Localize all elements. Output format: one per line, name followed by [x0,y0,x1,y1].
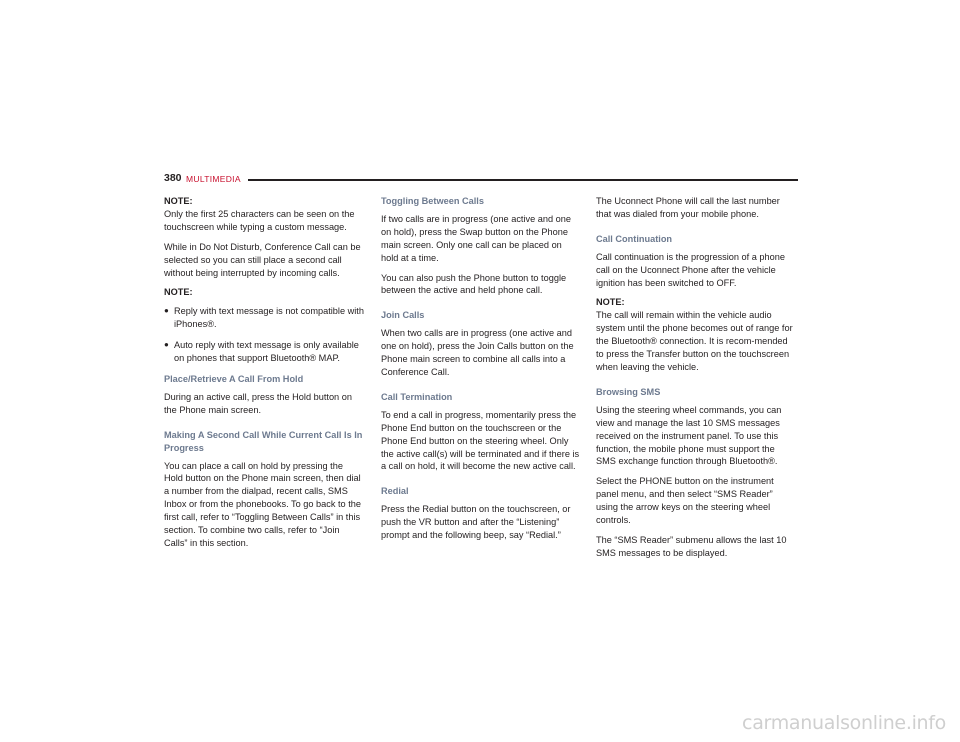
note-text: Only the first 25 characters can be seen on the touchscreen while typing a custom message. [164,208,355,232]
column-1 [164,195,364,557]
paragraph-sms-1: Using the steering wheel commands, you can view and manage the last 10 SMS messages received on the instrument panel. To use this function, the mobile phone must support the SMS exchange function through Bluetooth®. [596,404,782,467]
heading-redial: Redial [381,486,409,497]
section-title: MULTIMEDIA [186,174,241,184]
note-label: NOTE: [164,196,193,206]
paragraph-sms-3: The “SMS Reader” submenu allows the last 10 SMS messages to be displayed. [596,534,787,558]
page-number: 380 [164,172,182,184]
list-item-text: Auto reply with text message is only available on phones that support Bluetooth® MAP. [174,340,359,364]
heading-second-call: Making A Second Call While Current Call Is In Progress [164,429,363,453]
paragraph-call-continuation: Call continuation is the progression of a phone call on the Uconnect Phone after the vehicle ignition has been switched to OFF. [596,251,785,288]
paragraph-toggling-1: If two calls are in progress (one active and one on hold), press the Swap button on the Phone main screen. Only one call can be placed on hold at a time. [381,213,571,263]
note-text: The call will remain within the vehicle audio system until the phone becomes out of range for the Bluetooth® connection. It is recom-mended to press the Transfer button on the touchscreen when leaving the vehicle. [596,310,793,372]
heading-call-termination: Call Termination [381,391,453,402]
paragraph-place-retrieve: During an active call, press the Hold button on the Phone main screen. [164,391,352,415]
paragraph-second-call: You can place a call on hold by pressing the Hold button on the Phone main screen, then dial a number from the dialpad, recent calls, SMS Inbox or from the phonebooks. To go back to the first call, refer to “Toggling Between Calls” in this section. To combine two calls, refer to “Join Calls” in this section. [164,460,361,548]
heading-toggling: Toggling Between Calls [381,196,484,206]
paragraph-toggling-2: You can also push the Phone button to toggle between the active and held phone call. [381,272,567,296]
page-header [164,172,798,184]
list-item-text: Reply with text message is not compatible with iPhones®. [174,306,364,330]
bullet-icon: ● [164,340,169,350]
note-2 [164,286,364,299]
header-rule [248,179,798,181]
heading-browsing-sms: Browsing SMS [596,386,661,397]
note-1 [164,195,364,234]
list-item [164,305,364,331]
column-2 [381,195,581,549]
heading-call-continuation: Call Continuation [596,233,673,244]
watermark-link[interactable]: carmanualsonline.info [742,712,946,734]
note-bullet-list [164,305,364,365]
paragraph-redial: Press the Redial button on the touchscreen, or push the VR button and after the “Listening” prompt and the following beep, say “Redial.” [381,504,571,541]
list-item [164,339,364,365]
paragraph-uconnect: The Uconnect Phone will call the last number that was dialed from your mobile phone. [596,196,780,219]
heading-place-retrieve: Place/Retrieve A Call From Hold [164,373,304,384]
paragraph-join-calls: When two calls are in progress (one active and one on hold), press the Join Calls button on the Phone main screen to combine all calls into a Conference Call. [381,328,574,377]
paragraph-do-not-disturb: While in Do Not Disturb, Conference Call can be selected so you can still place a second call without being interrupted by incoming calls. [164,241,361,278]
heading-join-calls: Join Calls [381,310,425,321]
note-label: NOTE: [164,287,193,298]
note-label: NOTE: [596,297,625,308]
paragraph-sms-2: Select the PHONE button on the instrument panel menu, and then select “SMS Reader” using the arrow keys on the steering wheel controls. [596,476,774,526]
bullet-icon: ● [164,306,169,316]
note-3 [596,296,796,373]
paragraph-call-termination: To end a call in progress, momentarily press the Phone End button on the touchscreen or the Phone End button on the steering wheel. Only the active call(s) will be terminated and if there is a call on hold, it will become the new active call. [381,409,580,472]
column-3 [596,195,796,567]
